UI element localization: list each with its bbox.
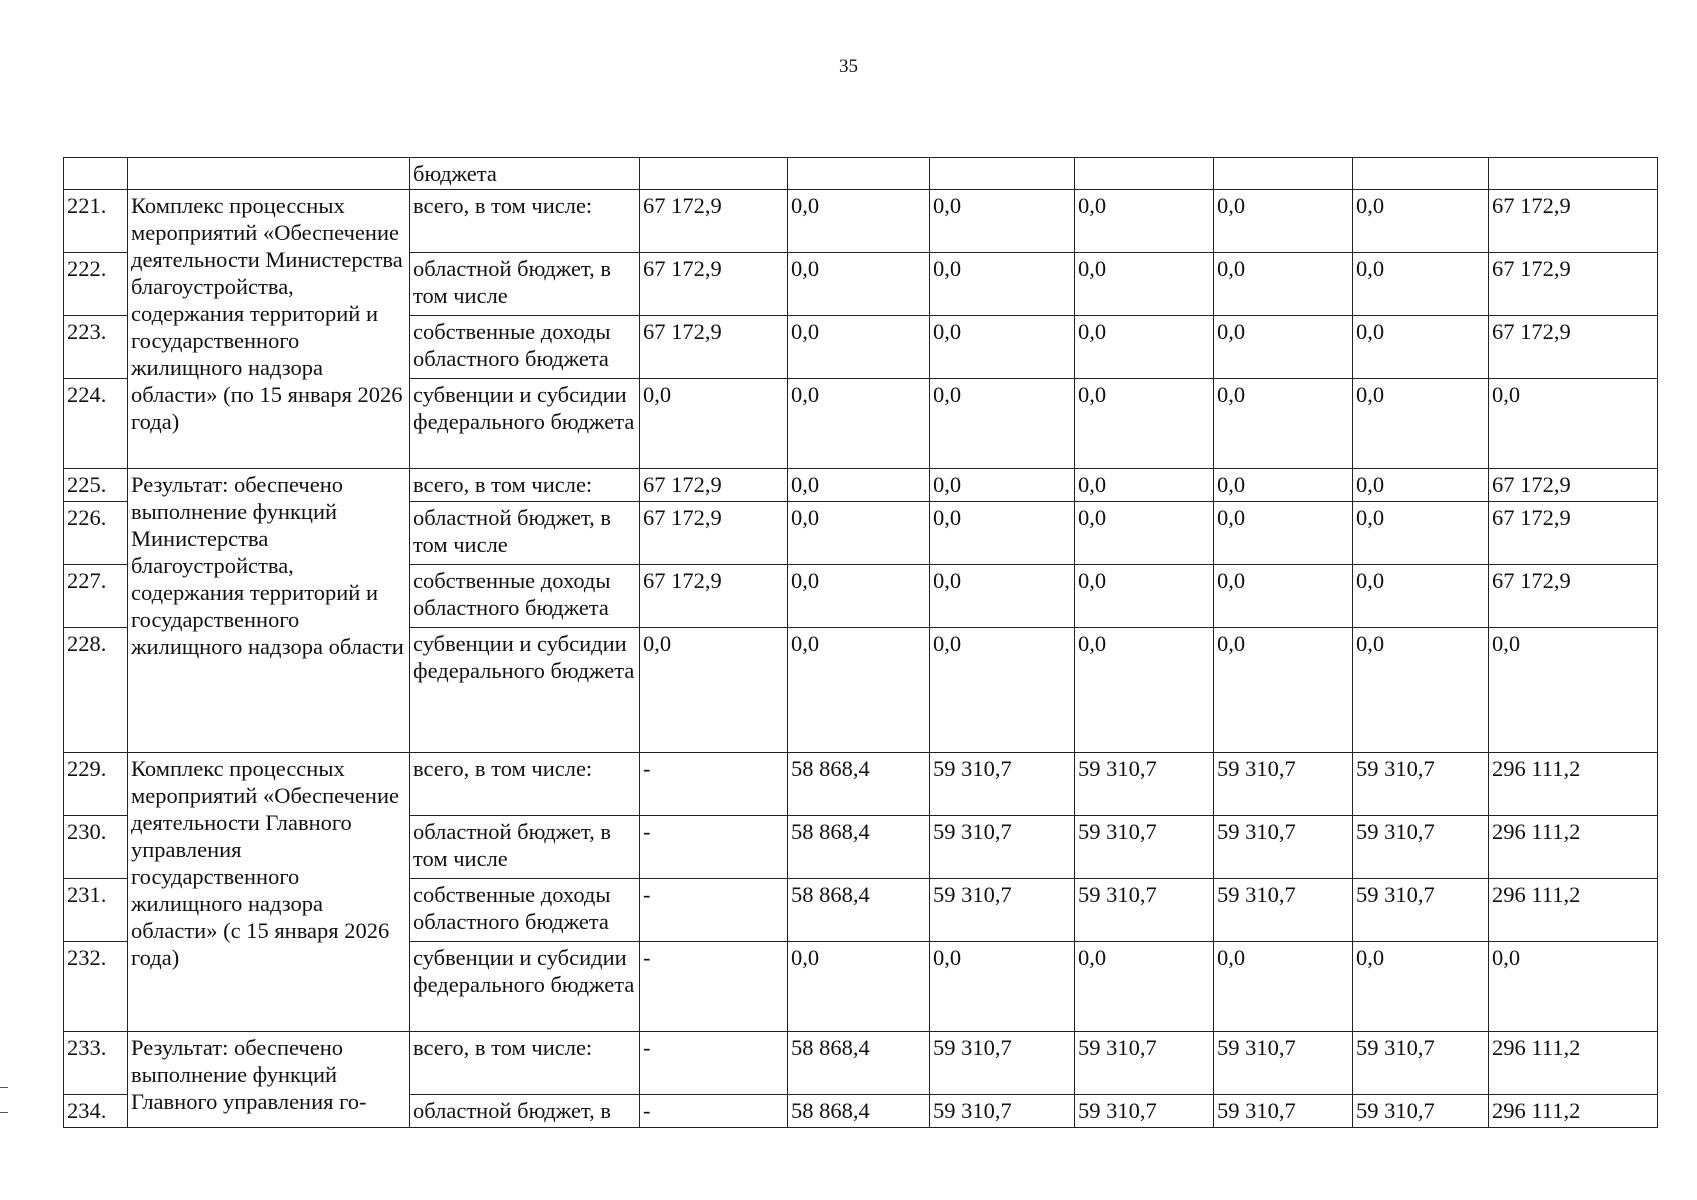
funding-source: всего, в том числе:	[410, 190, 640, 253]
value-cell: 0,0	[1075, 379, 1214, 469]
value-cell: 0,0	[1353, 628, 1489, 753]
row-number: 226.	[64, 502, 128, 565]
value-cell: 0,0	[930, 469, 1075, 502]
value-cell: 0,0	[1214, 190, 1353, 253]
budget-table	[63, 157, 1658, 1128]
value-cell: 58 868,4	[788, 753, 930, 816]
value-cell: 59 310,7	[1214, 1032, 1353, 1095]
value-cell: 59 310,7	[930, 816, 1075, 879]
row-number: 231.	[64, 879, 128, 942]
value-cell: 0,0	[788, 502, 930, 565]
row-number: 228.	[64, 628, 128, 753]
value-cell: 0,0	[788, 316, 930, 379]
value-cell: 67 172,9	[640, 502, 788, 565]
value-cell: 67 172,9	[1489, 253, 1658, 316]
value-cell: 0,0	[1353, 942, 1489, 1032]
value-cell: 67 172,9	[640, 565, 788, 628]
value-cell: 0,0	[1353, 565, 1489, 628]
value-cell: 296 111,2	[1489, 1032, 1658, 1095]
value-cell: 58 868,4	[788, 816, 930, 879]
row-number: 224.	[64, 379, 128, 469]
row-number: 222.	[64, 253, 128, 316]
value-cell: 0,0	[930, 316, 1075, 379]
margin-mark	[0, 1087, 8, 1088]
value-cell: 0,0	[788, 190, 930, 253]
continuation-row	[64, 158, 1658, 190]
value-cell: 0,0	[1214, 942, 1353, 1032]
value-cell: 58 868,4	[788, 1032, 930, 1095]
value-cell: 0,0	[1075, 316, 1214, 379]
value-cell: 67 172,9	[1489, 565, 1658, 628]
value-cell: 67 172,9	[640, 190, 788, 253]
value-cell: 0,0	[1214, 502, 1353, 565]
row-number: 225.	[64, 469, 128, 502]
value-cell: 67 172,9	[640, 316, 788, 379]
value-cell: 296 111,2	[1489, 816, 1658, 879]
value-cell: 59 310,7	[930, 879, 1075, 942]
value-cell: 67 172,9	[640, 253, 788, 316]
value-cell: 0,0	[1075, 190, 1214, 253]
value-cell: 0,0	[788, 942, 930, 1032]
value-cell: 0,0	[1214, 469, 1353, 502]
value-cell: 67 172,9	[1489, 190, 1658, 253]
funding-source: субвенции и субсидии федерального бюджета	[410, 942, 640, 1032]
value-cell	[1353, 158, 1489, 190]
value-cell: 59 310,7	[930, 1032, 1075, 1095]
funding-source: всего, в том числе:	[410, 469, 640, 502]
value-cell: -	[640, 879, 788, 942]
value-cell: 0,0	[1489, 942, 1658, 1032]
funding-source: областной бюджет, в	[410, 1095, 640, 1128]
value-cell: 0,0	[930, 253, 1075, 316]
funding-source: всего, в том числе:	[410, 1032, 640, 1095]
value-cell: 58 868,4	[788, 879, 930, 942]
funding-source: всего, в том числе:	[410, 753, 640, 816]
value-cell: 0,0	[1353, 469, 1489, 502]
row-number: 227.	[64, 565, 128, 628]
table-row	[64, 753, 1658, 816]
value-cell: 0,0	[1214, 628, 1353, 753]
funding-source: областной бюджет, в том числе	[410, 502, 640, 565]
value-cell: 59 310,7	[1075, 1032, 1214, 1095]
value-cell: 59 310,7	[1353, 753, 1489, 816]
source-cell: бюджета	[410, 158, 640, 190]
value-cell	[640, 158, 788, 190]
value-cell: 59 310,7	[1353, 879, 1489, 942]
value-cell: 0,0	[1489, 379, 1658, 469]
row-number: 221.	[64, 190, 128, 253]
num-cell	[64, 158, 128, 190]
value-cell: 0,0	[1353, 316, 1489, 379]
title-cell	[128, 158, 410, 190]
value-cell: -	[640, 753, 788, 816]
value-cell: 67 172,9	[1489, 502, 1658, 565]
funding-source: собственные доходы областного бюджета	[410, 565, 640, 628]
funding-source: собственные доходы областного бюджета	[410, 879, 640, 942]
value-cell: 67 172,9	[1489, 469, 1658, 502]
value-cell: 0,0	[788, 379, 930, 469]
value-cell: 67 172,9	[1489, 316, 1658, 379]
value-cell: 0,0	[1075, 628, 1214, 753]
value-cell: -	[640, 1032, 788, 1095]
value-cell	[930, 158, 1075, 190]
value-cell: 59 310,7	[1353, 1032, 1489, 1095]
value-cell: 59 310,7	[1214, 753, 1353, 816]
funding-source: областной бюджет, в том числе	[410, 253, 640, 316]
row-number: 234.	[64, 1095, 128, 1128]
value-cell: -	[640, 816, 788, 879]
table-row	[64, 469, 1658, 502]
group-title: Комплекс процессных мероприятий «Обеспечение деятельности Министерства благоустройства, содержания территорий и государственного жилищного надзора области» (по 15 января 2026 года)	[128, 190, 410, 469]
value-cell: 0,0	[930, 565, 1075, 628]
value-cell: 0,0	[1075, 502, 1214, 565]
funding-source: собственные доходы областного бюджета	[410, 316, 640, 379]
value-cell: 0,0	[788, 565, 930, 628]
table-row	[64, 190, 1658, 253]
value-cell: 59 310,7	[930, 753, 1075, 816]
funding-source: субвенции и субсидии федерального бюджета	[410, 628, 640, 753]
funding-source: субвенции и субсидии федерального бюджета	[410, 379, 640, 469]
value-cell: 0,0	[930, 942, 1075, 1032]
value-cell	[1214, 158, 1353, 190]
value-cell: 0,0	[1353, 190, 1489, 253]
page-number: 35	[839, 56, 858, 77]
value-cell: 0,0	[1214, 316, 1353, 379]
value-cell: 0,0	[1214, 565, 1353, 628]
value-cell: -	[640, 1095, 788, 1128]
value-cell: 296 111,2	[1489, 1095, 1658, 1128]
value-cell: 0,0	[788, 253, 930, 316]
value-cell: 0,0	[1075, 942, 1214, 1032]
value-cell: 0,0	[1075, 469, 1214, 502]
value-cell: 59 310,7	[1075, 879, 1214, 942]
value-cell	[788, 158, 930, 190]
value-cell: 0,0	[640, 379, 788, 469]
value-cell: 59 310,7	[930, 1095, 1075, 1128]
value-cell: 0,0	[1353, 502, 1489, 565]
value-cell: 0,0	[1353, 253, 1489, 316]
value-cell: 0,0	[788, 469, 930, 502]
value-cell: 0,0	[1214, 253, 1353, 316]
value-cell: 296 111,2	[1489, 879, 1658, 942]
value-cell: 296 111,2	[1489, 753, 1658, 816]
value-cell: 59 310,7	[1353, 816, 1489, 879]
value-cell: 67 172,9	[640, 469, 788, 502]
row-number: 229.	[64, 753, 128, 816]
value-cell: -	[640, 942, 788, 1032]
value-cell	[1489, 158, 1658, 190]
value-cell: 0,0	[1075, 565, 1214, 628]
group-title: Комплекс процессных мероприятий «Обеспечение деятельности Главного управления государственного жилищного надзора области» (с 15 января 2026 года)	[128, 753, 410, 1032]
group-title: Результат: обеспечено выполнение функций Главного управления го-	[128, 1032, 410, 1128]
value-cell: 0,0	[930, 628, 1075, 753]
row-number: 223.	[64, 316, 128, 379]
value-cell: 59 310,7	[1214, 816, 1353, 879]
value-cell: 0,0	[1353, 379, 1489, 469]
group-title: Результат: обеспечено выполнение функций Министерства благоустройства, содержания территорий и государственного жилищного надзора области	[128, 469, 410, 753]
value-cell: 59 310,7	[1075, 816, 1214, 879]
table-body	[64, 158, 1658, 1128]
value-cell: 0,0	[640, 628, 788, 753]
table-row	[64, 1032, 1658, 1095]
value-cell: 59 310,7	[1075, 1095, 1214, 1128]
value-cell: 0,0	[788, 628, 930, 753]
funding-source: областной бюджет, в том числе	[410, 816, 640, 879]
row-number: 233.	[64, 1032, 128, 1095]
value-cell: 0,0	[1489, 628, 1658, 753]
value-cell: 0,0	[1075, 253, 1214, 316]
value-cell: 59 310,7	[1075, 753, 1214, 816]
row-number: 232.	[64, 942, 128, 1032]
value-cell: 59 310,7	[1214, 879, 1353, 942]
value-cell	[1075, 158, 1214, 190]
value-cell: 0,0	[930, 190, 1075, 253]
value-cell: 59 310,7	[1214, 1095, 1353, 1128]
value-cell: 0,0	[930, 502, 1075, 565]
value-cell: 58 868,4	[788, 1095, 930, 1128]
value-cell: 59 310,7	[1353, 1095, 1489, 1128]
row-number: 230.	[64, 816, 128, 879]
value-cell: 0,0	[930, 379, 1075, 469]
value-cell: 0,0	[1214, 379, 1353, 469]
margin-mark	[0, 1112, 8, 1113]
